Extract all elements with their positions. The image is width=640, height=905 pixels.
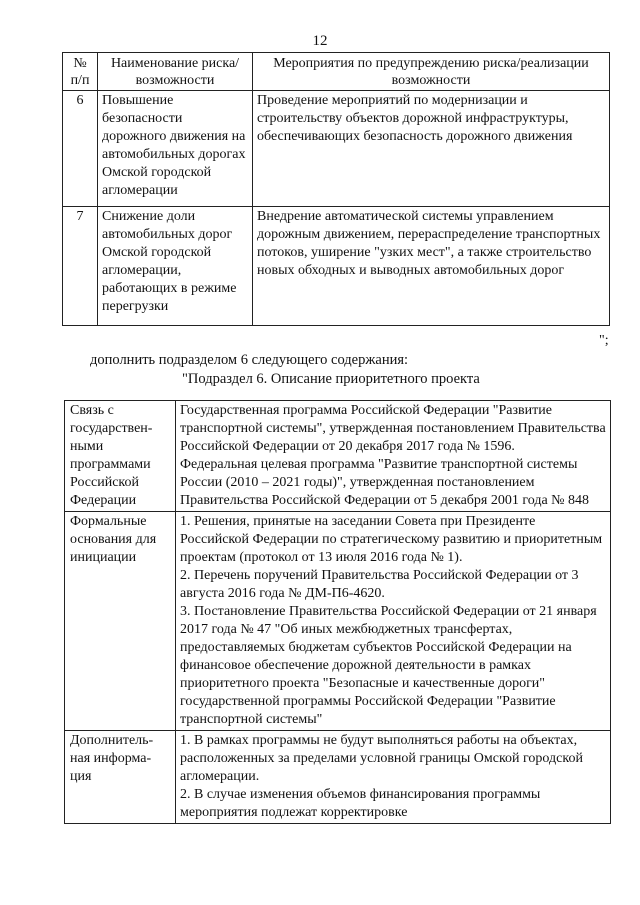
table-header-row xyxy=(63,53,610,91)
paragraph: 1. В рамках программы не будут выполняться работы на объектах, расположенных за пределами условной границы Омской городской агломерации. xyxy=(180,733,583,784)
paragraph: 2. В случае изменения объемов финансирования программы мероприятия подлежат корректировке xyxy=(180,787,541,820)
paragraph: 2. Перечень поручений Правительства Российской Федерации от 3 августа 2016 года № ДМ-П6-4620. xyxy=(180,568,579,601)
paragraph: 1. Решения, принятые на заседании Совета при Президенте Российской Федерации по стратегическому развитию и приоритетным проектам (протокол от 13 июля 2016 года № 1). xyxy=(180,514,603,565)
paragraph: Государственная программа Российской Федерации "Развитие транспортной системы", утвержденная постановлением Правительства Российской Федерации от 20 декабря 2017 года № 1596. xyxy=(180,403,606,454)
row-content xyxy=(176,731,611,824)
row-number: 6 xyxy=(63,91,98,207)
risk-table xyxy=(62,52,610,326)
page-number: 12 xyxy=(312,33,328,49)
row-content xyxy=(176,401,611,512)
subsection-heading: "Подраздел 6. Описание приоритетного проекта xyxy=(182,371,480,387)
risk-measures: Внедрение автоматической системы управлением дорожным движением, перераспределение транспортных потоков, уширение "узких мест", а также строительство новых обходных и выводных автомобильных дорог xyxy=(253,207,610,326)
table-row xyxy=(65,401,611,512)
risk-name: Повышение безопасности дорожного движения на автомобильных дорогах Омской городской агломерации xyxy=(98,91,253,207)
closing-quote: "; xyxy=(599,333,609,348)
column-header-name: Наименование риска/возможности xyxy=(98,53,253,91)
table-row xyxy=(63,91,610,207)
row-number: 7 xyxy=(63,207,98,326)
row-label: Связь с государствен-ными программами Российской Федерации xyxy=(65,401,176,512)
table-row xyxy=(65,731,611,824)
paragraph: Федеральная целевая программа "Развитие транспортной системы России (2010 – 2021 годы)", утвержденная постановлением Правительства Российской Федерации от 5 декабря 2001 года № 848 xyxy=(180,457,590,508)
project-table xyxy=(64,400,611,824)
paragraph: 3. Постановление Правительства Российской Федерации от 21 января 2017 года № 47 "Об иных межбюджетных трансфертах, предоставляемых бюджетам субъектов Российской Федерации на финансовое обеспечение дорожной деятельности в рамках приоритетного проекта "Безопасные и качественные дороги" государственной программы Российской Федерации "Развитие транспортной системы" xyxy=(180,604,597,727)
risk-name: Снижение доли автомобильных дорог Омской городской агломерации, работающих в режиме перегрузки xyxy=(98,207,253,326)
risk-measures: Проведение мероприятий по модернизации и строительству объектов дорожной инфраструктуры, обеспечивающих безопасность дорожного движения xyxy=(253,91,610,207)
intro-text: дополнить подразделом 6 следующего содержания: xyxy=(90,352,409,368)
column-header-measures: Мероприятия по предупреждению риска/реализации возможности xyxy=(253,53,610,91)
table-row xyxy=(63,207,610,326)
row-content xyxy=(176,512,611,731)
column-header-num: № п/п xyxy=(63,53,98,91)
table-row xyxy=(65,512,611,731)
row-label: Формальные основания для инициации xyxy=(65,512,176,731)
row-label: Дополнитель-ная информа-ция xyxy=(65,731,176,824)
